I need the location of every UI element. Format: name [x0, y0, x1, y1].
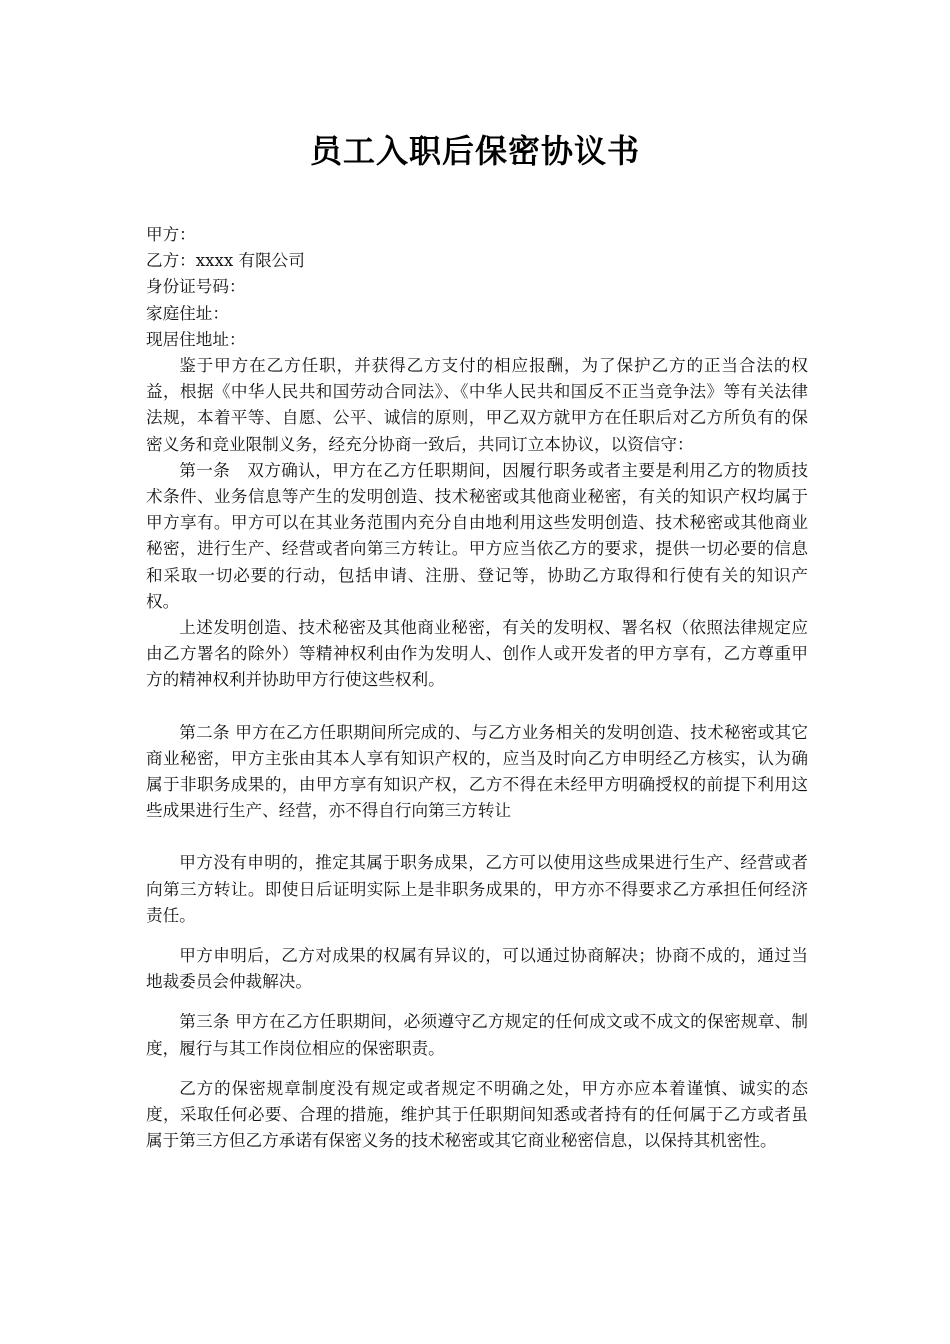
preamble-paragraph: 鉴于甲方在乙方任职，并获得乙方支付的相应报酬，为了保护乙方的正当合法的权益，根据《中华人民共和国劳动合同法》、《中华人民共和国反不正当竞争法》等有关法律法规，本着平等、自愿、公平、诚信的原则，甲乙双方就甲方在任职后对乙方所负有的保密义务和竞业限制义务，经充分协商一致后，共同订立本协议，以资信守：	[146, 356, 808, 454]
article-1-rights-paragraph: 上述发明创造、技术秘密及其他商业秘密，有关的发明权、署名权（依照法律规定应由乙方署名的除外）等精神权利由作为发明人、创作人或开发者的甲方享有，乙方尊重甲方的精神权利并协助甲方行使这些权利。	[146, 618, 808, 690]
paragraph-spacer	[146, 995, 808, 1009]
home-address-line: 家庭住址：	[146, 303, 229, 323]
paragraph-spacer	[146, 824, 808, 850]
party-b-line: 乙方：xxxx 有限公司	[146, 251, 305, 271]
article-2-paragraph: 第二条 甲方在乙方任职期间所完成的、与乙方业务相关的发明创造、技术秘密或其它商业秘密，甲方主张由其本人享有知识产权的，应当及时向乙方申明经乙方核实，认为确属于非职务成果的，由甲方享有知识产权，乙方不得在未经甲方明确授权的前提下利用这些成果进行生产、经营，亦不得自行向第三方转让	[146, 722, 808, 821]
paragraph-spacer	[146, 929, 808, 943]
article-2-undeclared-paragraph: 甲方没有申明的，推定其属于职务成果，乙方可以使用这些成果进行生产、经营或者向第三方转让。即使日后证明实际上是非职务成果的，甲方亦不得要求乙方承担任何经济责任。	[146, 853, 808, 925]
id-number-line: 身份证号码：	[146, 277, 246, 297]
party-a-line: 甲方：	[146, 225, 196, 244]
document-body	[146, 222, 808, 1155]
article-2-dispute-paragraph: 甲方申明后，乙方对成果的权属有异议的，可以通过协商解决；协商不成的，通过当地裁委员会仲裁解决。	[146, 946, 808, 992]
article-1-paragraph: 第一条 双方确认，甲方在乙方任职期间，因履行职务或者主要是利用乙方的物质技术条件、业务信息等产生的发明创造、技术秘密或其他商业秘密，有关的知识产权均属于甲方享有。甲方可以在其业务范围内充分自由地利用这些发明创造、技术秘密或其他商业秘密，进行生产、经营或者向第三方转让。甲方应当依乙方的要求，提供一切必要的信息和采取一切必要的行动，包括申请、注册、登记等，协助乙方取得和行使有关的知识产权。	[146, 460, 808, 611]
document-title: 员工入职后保密协议书	[309, 132, 640, 170]
paragraph-spacer	[146, 1062, 808, 1076]
current-address-line: 现居住地址：	[146, 329, 246, 349]
article-3-paragraph: 第三条 甲方在乙方任职期间，必须遵守乙方规定的任何成文或不成文的保密规章、制度，履行与其工作岗位相应的保密职责。	[146, 1012, 808, 1058]
article-3-measures-paragraph: 乙方的保密规章制度没有规定或者规定不明确之处，甲方亦应本着谨慎、诚实的态度，采取任何必要、合理的措施，维护其于任职期间知悉或者持有的任何属于乙方或者虽属于第三方但乙方承诺有保密义务的技术秘密或其它商业秘密信息，以保持其机密性。	[146, 1078, 808, 1151]
paragraph-spacer	[146, 694, 808, 720]
